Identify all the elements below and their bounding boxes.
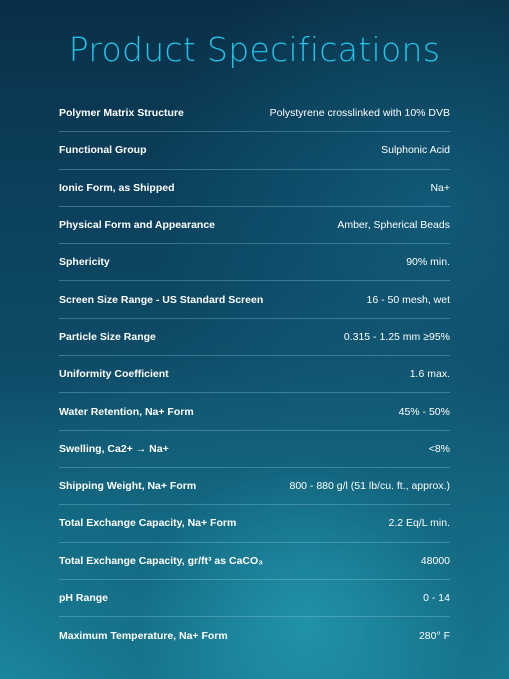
spec-row: [59, 393, 450, 430]
spec-label: Swelling, Ca2+ → Na+: [59, 442, 169, 455]
spec-label: pH Range: [59, 592, 109, 604]
spec-label: Functional Group: [59, 144, 147, 157]
spec-row: [59, 95, 450, 132]
spec-row: [59, 431, 450, 468]
spec-value: 2.2 Eq/L min.: [388, 517, 450, 530]
spec-row: [59, 617, 450, 654]
spec-label: Total Exchange Capacity, gr/ft³ as CaCO₃: [59, 554, 264, 567]
spec-row: [59, 244, 450, 281]
spec-value: 800 - 880 g/l (51 lb/cu. ft., approx.): [289, 480, 450, 493]
spec-value: 90% min.: [406, 256, 450, 269]
spec-label: Physical Form and Appearance: [59, 219, 215, 232]
spec-row: [59, 468, 450, 505]
spec-value: 0 - 14: [423, 592, 450, 604]
spec-row: [59, 319, 450, 356]
spec-label: Particle Size Range: [59, 330, 156, 343]
spec-label: Total Exchange Capacity, Na+ Form: [59, 517, 237, 530]
spec-label: Water Retention, Na+ Form: [59, 405, 194, 418]
spec-label: Ionic Form, as Shipped: [59, 181, 175, 194]
spec-table: [59, 95, 450, 654]
spec-value: 0.315 - 1.25 mm ≥95%: [343, 330, 450, 343]
spec-value: 45% - 50%: [398, 405, 450, 418]
spec-label: Maximum Temperature, Na+ Form: [59, 629, 228, 642]
spec-row: [59, 356, 450, 393]
spec-value: 16 - 50 mesh, wet: [366, 293, 450, 306]
spec-value: Sulphonic Acid: [381, 144, 450, 157]
spec-row: [59, 543, 450, 580]
spec-label: Screen Size Range - US Standard Screen: [59, 293, 264, 306]
spec-row: [59, 132, 450, 169]
spec-value: Na+: [430, 181, 450, 194]
spec-row: [59, 580, 450, 617]
spec-row: [59, 505, 450, 542]
spec-value: Amber, Spherical Beads: [337, 219, 450, 232]
spec-label: Uniformity Coefficient: [59, 368, 169, 381]
spec-value: 280° F: [418, 629, 450, 642]
spec-value: Polystyrene crosslinked with 10% DVB: [269, 107, 450, 120]
spec-row: [59, 170, 450, 207]
spec-label: Polymer Matrix Structure: [59, 107, 184, 120]
spec-row: [59, 281, 450, 318]
spec-label: Shipping Weight, Na+ Form: [59, 480, 197, 493]
spec-row: [59, 207, 450, 244]
spec-value: 1.6 max.: [409, 368, 450, 381]
spec-value: 48000: [420, 554, 450, 567]
page-title: Product Specifications: [68, 30, 441, 69]
spec-label: Sphericity: [59, 256, 110, 269]
spec-value: <8%: [428, 442, 450, 455]
